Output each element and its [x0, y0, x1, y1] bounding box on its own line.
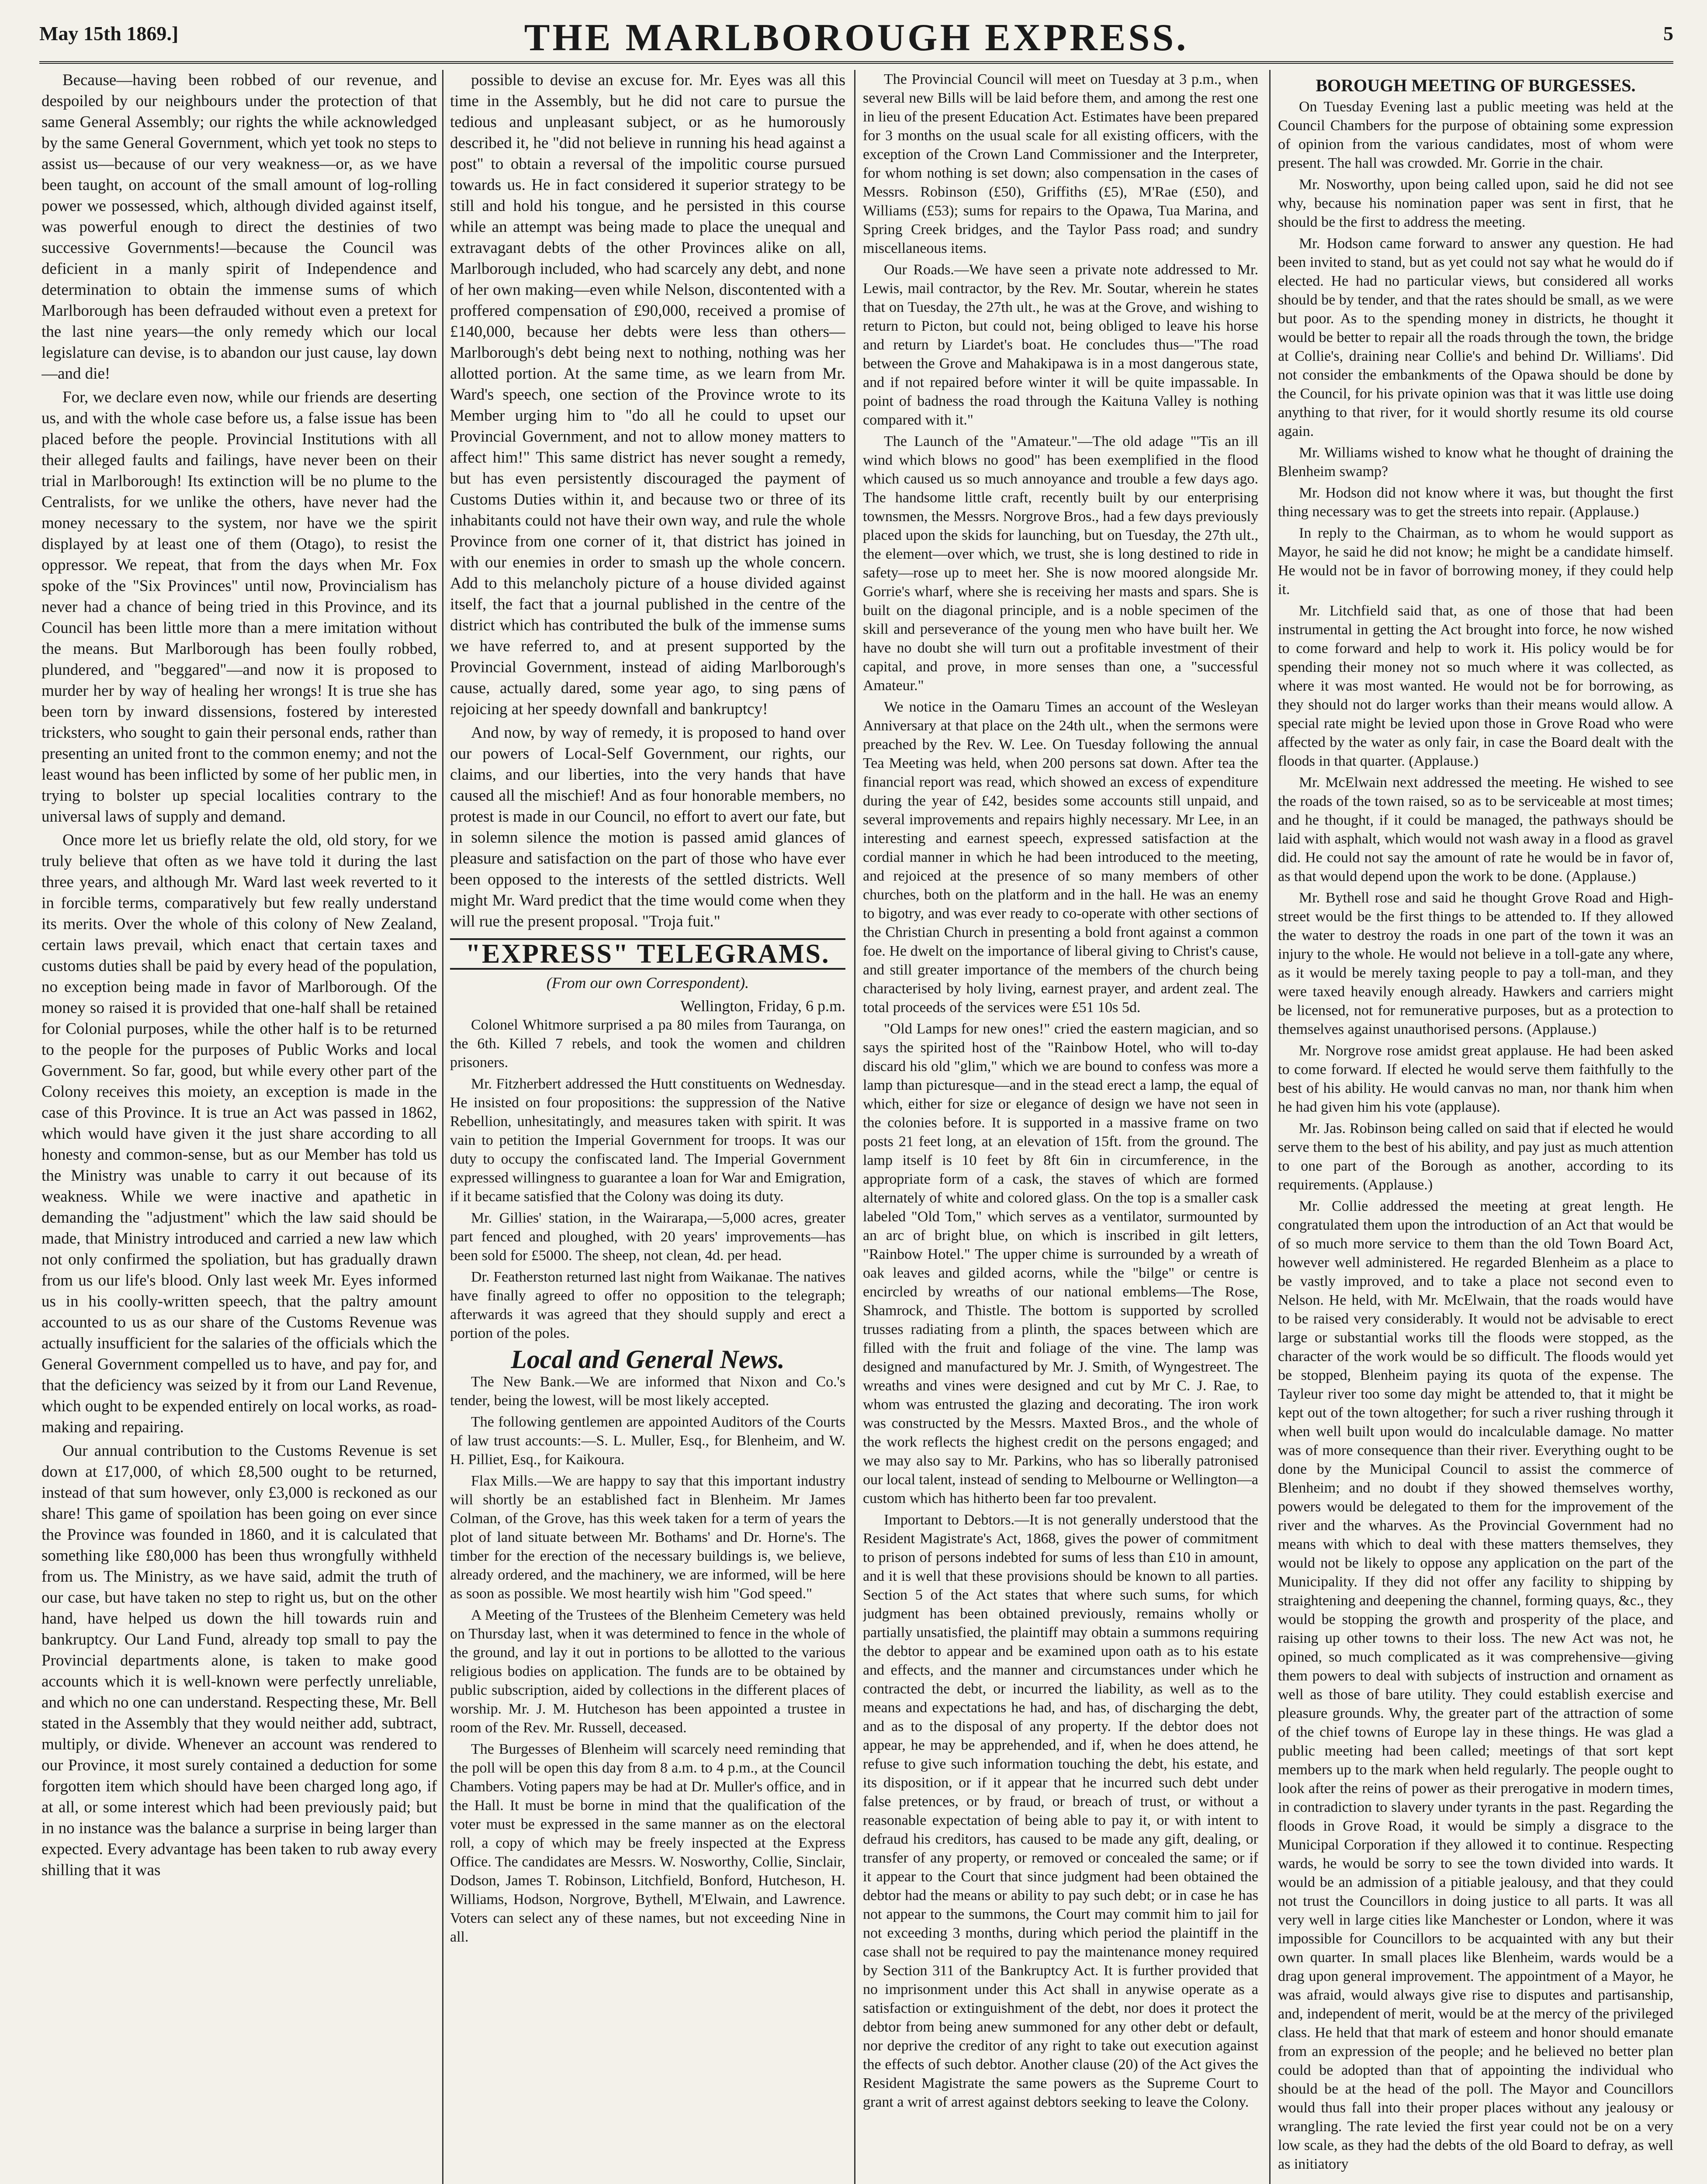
telegrams-heading: "EXPRESS" TELEGRAMS. — [450, 938, 845, 970]
column-rule — [854, 70, 855, 2184]
article-paragraph: Because—having been robbed of our revenue, and despoiled by our neighbours under the protection of that same General Assembly; our rights the while acknowledged by the same General Government, which yet took no steps to assist us—because of our very weakness—or, as we have been taught, on account of the small amount of log-rolling power we possessed, which, although divided against itself, was powerful enough to direct the destinies of two successive Governments!—because the Council was deficient in a manly spirit of Independence and determination to obtain the immense sums of which Marlborough has been defrauded without even a pretext for the last nine years—the only remedy which our local legislature can devise, is to abandon our just cause, lay down—and die! — [42, 71, 437, 383]
news-item: Flax Mills.—We are happy to say that this important industry will shortly be an established fact in Blenheim. Mr James Colman, of the Grove, has this week taken for a term of years the plot of land situate between Mr. Bothams' and Dr. Horne's. The timber for the erection of the necessary buildings is, we believe, already ordered, and the machinery, we are informed, will be here as soon as possible. We most heartily wish him "God speed." — [450, 1473, 845, 1602]
report-paragraph: Mr. Collie addressed the meeting at great length. He congratulated them upon the introduction of an Act that would be of so much more service to them than the old Town Board Act, however well administered. He regarded Blenheim as a place to be vastly improved, and to take a place not second even to Nelson. He held, with Mr. McElwain, that the roads would have to be raised very considerably. It would not be advisable to erect large or substantial works till the floods were stopped, as the character of the work would be so difficult. The floods would yet be stopped, Blenheim paying its quota of the expense. The Tayleur river too some day might be attended to, that it might be kept out of the town altogether; for such a river rushing through it when well built upon would do incalculable damage. No matter was of more consequence than their river. Everything ought to be done by the Municipal Council to assist the commerce of Blenheim; and no doubt if they showed themselves worthy, powers would be delegated to them for the improvement of the river and the wharves. As the Provincial Government had no means with which to deal with these matters themselves, they would not be likely to oppose any application on the part of the Municipality. If they did not offer any facility to shipping by straightening and deepening the channel, forming quays, &c., they would be stopping the growth and prosperity of the place, and raising up other towns to their loss. The new Act was not, he opined, so much complicated as it was comprehensive—giving them powers to deal with subjects of instruction and ornament as well as those of bare utility. They could establish exercise and pleasure grounds. Why, the greater part of the attraction of some of the chief towns of Europe lay in these things. He was glad a public meeting had been called; meetings of that sort kept members up to the mark when held regularly. The people ought to look after the reins of power as their prerogative in modern times, in contradiction to slavery under tyrants in the past. Regarding the floods in Grove Road, it would be simply a disgrace to the Municipal Corporation if they allowed it to continue. Respecting wards, he would be sorry to see the town divided into wards. It would be an admission of a pitiable jealousy, and that they could not trust the Councillors in doing justice to all parts. It was all very well in large cities like Manchester or London, where it was impossible for Councillors to be acquainted with any but their own quarter. In small places like Blenheim, wards would be a drag upon general improvement. The appointment of a Mayor, he was afraid, would always give rise to disputes and partisanship, and, independent of merit, would be at the mercy of the privileged class. He held that that mark of esteem and honor should emanate from an expression of the people; and he believed no better plan could be adopted than that of appointing the individual who should be at the head of the poll. The Mayor and Councillors would thus fall into their proper places without any jealousy or wrangling. The rate levied the first year could not be on a very low scale, as they had the debts of the old Board to defray, as well as initiatory — [1278, 1198, 1673, 2172]
news-item: The Launch of the "Amateur."—The old adage "'Tis an ill wind which blows no good" has been exemplified in the flood which caused us so much annoyance and trouble a few days ago. The handsome little craft, recently built by our enterprising townsmen, the Messrs. Norgrove Bros., had a few days previously placed upon the skids for launching, but on Tuesday, the 27th ult., the element—over which, we trust, she is long destined to ride in safety—rose up to meet her. She is now moored alongside Mr. Gorrie's wharf, where she is receiving her masts and spars. She is built on the diagonal principle, and is a noble specimen of the skill and perseverance of the young men who have built her. We have no doubt she will turn out a profitable investment of their capital, and prove, in more senses than one, a "successful Amateur." — [863, 433, 1258, 694]
news-item: The Burgesses of Blenheim will scarcely need reminding that the poll will be open this day from 8 a.m. to 4 p.m., at the Council Chambers. Voting papers may be had at Dr. Muller's office, and in the Hall. It must be borne in mind that the qualification of the voter must be expressed in the same manner as on the electoral roll, a copy of which may be freely inspected at the Express Office. The candidates are Messrs. W. Nosworthy, Collie, Sinclair, Dodson, James T. Robinson, Litchfield, Bonford, Hutcheson, H. Williams, Hodson, Norgrove, Bythell, M'Elwain, and Lawrence. Voters can select any of these names, but not exceeding Nine in all. — [450, 1741, 845, 1945]
news-item: We notice in the Oamaru Times an account of the Wesleyan Anniversary at that place on the 24th ult., when the sermons were preached by the Rev. W. Lee. On Tuesday following the annual Tea Meeting was held, when 200 persons sat down. After tea the financial report was read, which showed an excess of expenditure during the year of £42, besides some accounts still unpaid, and several improvements and repairs highly necessary. Mr Lee, in an interesting and earnest speech, expressed satisfaction at the cordial manner in which he had been introduced to the meeting, and rejoiced at the presence of so many members of other churches, both on the platform and in the hall. He was an enemy to bigotry, and was ever ready to co-operate with other sections of the Christian Church in presenting a bold front against a common foe. He dwelt on the importance of liberal giving to Christ's cause, and still greater importance of the members of the church being characterised by holy living, earnest prayer, and ardent zeal. The total proceeds of the services were £51 10s 5d. — [863, 699, 1258, 1016]
news-item: The New Bank.—We are informed that Nixon and Co.'s tender, being the lowest, will be most likely accepted. — [450, 1374, 845, 1409]
report-paragraph: On Tuesday Evening last a public meeting was held at the Council Chambers for the purpose of obtaining some expression of opinion from the various candidates, most of whom were present. The hall was crowded. Mr. Gorrie in the chair. — [1278, 99, 1673, 171]
news-item: The following gentlemen are appointed Auditors of the Courts of law trust accounts:—S. L. Muller, Esq., for Blenheim, and W. H. Pilliet, Esq., for Kaikoura. — [450, 1414, 845, 1468]
news-item: Our Roads.—We have seen a private note addressed to Mr. Lewis, mail contractor, by the Rev. Mr. Soutar, wherein he states that on Tuesday, the 27th ult., he was at the Grove, and wishing to return to Picton, but could not, being obliged to leave his horse and return by Liardet's boat. He concludes thus—"The road between the Grove and Mahakipawa is in a most dangerous state, and if not repaired before winter it will be quite impassable. In point of badness the road through the Kaituna Valley is nothing compared with it." — [863, 262, 1258, 428]
borough-meeting-heading: BOROUGH MEETING OF BURGESSES. — [1316, 76, 1636, 95]
telegrams-subheading: (From our own Correspondent). — [546, 974, 749, 992]
column-rule — [442, 70, 443, 2184]
telegram-item: Dr. Featherston returned last night from Waikanae. The natives have finally agreed to offer no opposition to the telegraph; afterwards it was agreed that they should supply and erect a portion of the poles. — [450, 1269, 845, 1341]
report-paragraph: Mr. Williams wished to know what he thought of draining the Blenheim swamp? — [1278, 445, 1673, 480]
telegram-item: Mr. Gillies' station, in the Wairarapa,—5,000 acres, greater part fenced and ploughed, with 20 years' improvements—has been sold for £5000. The sheep, not clean, 4d. per head. — [450, 1210, 845, 1264]
report-paragraph: In reply to the Chairman, as to whom he would support as Mayor, he said he did not know; he might be a candidate himself. He would not be in favor of borrowing money, if they could help it. — [1278, 525, 1673, 598]
column-1 — [42, 70, 437, 2184]
masthead — [39, 13, 1673, 64]
report-paragraph: Mr. Nosworthy, upon being called upon, said he did not see why, because his nomination paper was sent in first, that he should be the first to address the meeting. — [1278, 176, 1673, 230]
report-paragraph: Mr. McElwain next addressed the meeting. He wished to see the roads of the town raised, so as to be serviceable at most times; and he thought, if it could be managed, the pathways should be laid with asphalt, which would not wash away in a flood as gravel did. He could not say the amount of rate he would be in favor of, as that would depend upon the work to be done. (Applause.) — [1278, 774, 1673, 885]
local-news-heading: Local and General News. — [511, 1345, 785, 1374]
report-paragraph: Mr. Bythell rose and said he thought Grove Road and High-street would be the first things to be attended to. If they allowed the water to destroy the roads in one part of the town it was an injury to the whole. He would not believe in a toll-gate any where, as it would be merely taxing people to pay a toll-man, and they were taxed heavily enough already. Hawkers and carriers might be licensed, not for remunerative purposes, but as a protection to themselves against unauthorised persons. (Applause.) — [1278, 890, 1673, 1037]
newspaper-title: THE MARLBOROUGH EXPRESS. — [524, 17, 1189, 59]
report-paragraph: Mr. Hodson came forward to answer any question. He had been invited to stand, but as yet could not say what he would do if elected. He had no particular views, but considered all works should be by tender, and that the rates should be small, as we were but poor. As to the spending money in districts, he thought it would be better to repair all the roads through the town, the bridge at Collie's, draining near Collie's and behind Dr. Williams'. Did not consider the embankments of the Opawa should be done by the Council, for his private opinion was that it was little use doing anything to that river, for it would shortly resume its old course again. — [1278, 235, 1673, 439]
article-paragraph: For, we declare even now, while our friends are deserting us, and with the whole case before us, a false issue has been placed before the people. Provincial Institutions with all their alleged faults and failings, have never been on their trial in Marlborough! Its extinction will be no plume to the Centralists, for we unlike the others, have never had the money necessary to the system, nor have we the spirit displayed by at least one of them (Otago), to resist the oppressor. We repeat, that from the days when Mr. Fox spoke of the "Six Provinces" until now, Provincialism has never had a chance of being tried in this Province, and its Council has been little more than a mere imitation without the means. But Marlborough has been foully robbed, plundered, and "beggared"—and now it is proposed to murder her by way of healing her wrongs! It is true she has been torn by inward dissensions, fostered by interested tricksters, who sought to gain their personal ends, rather than presenting an united front to the common enemy; and not the least wound has been inflicted by some of her public men, in trying to bolster up special localities contrary to the universal laws of supply and demand. — [42, 388, 437, 826]
column-3 — [863, 70, 1258, 2184]
news-item: The Provincial Council will meet on Tuesday at 3 p.m., when several new Bills will be laid before them, and among the rest one in lieu of the present Education Act. Estimates have been prepared for 3 months on the usual scale for all existing officers, with the exception of the Crown Land Commissioner and the Interpreter, for whom nothing is set down; also compensation in the cases of Messrs. Robinson (£50), Griffiths (£5), M'Rae (£50), and Williams (£53); sums for repairs to the Opawa, Tua Marina, and Spring Creek bridges, and the Taylor Pass road; and sundry miscellaneous items. — [863, 71, 1258, 256]
news-item: Important to Debtors.—It is not generally understood that the Resident Magistrate's Act, 1868, gives the power of commitment to prison of persons indebted for sums of less than £10 in amount, and it is well that these provisions should be known to all parties. Section 5 of the Act states that where such sums, for which judgment has been obtained previously, remains wholly or partially unsatisfied, the plaintiff may obtain a summons requiring the debtor to appear and be examined upon oath as to his estate and effects, and the manner and circumstances under which he contracted the debt, or incurred the liability, as well as to the means and expectations he had, and has, of discharging the debt, and as to the disposal of any property. If the debtor does not appear, he may be apprehended, and if, when he does attend, he refuse to give such information touching the debt, his estate, and its disposition, or if it appear that he incurred such debt under false pretences, or by fraud, or breach of trust, or without a reasonable expectation of being able to pay it, or with intent to defraud his creditors, has caused to be made any gift, dealing, or transfer of any property, or removed or concealed the same; or if it appear to the Court that since judgment had been obtained the debtor had the means or ability to pay such debt; or in case he has not appear to the summons, the Court may commit him to jail for not exceeding 3 months, during which period the plaintiff in the case shall not be required to pay the maintenance money required by Section 311 of the Bankruptcy Act. It is further provided that no imprisonment under this Act shall in anywise operate as a satisfaction or extinguishment of the debt, nor does it protect the debtor from being anew summoned for any other debt or default, nor deprive the creditor of any right to take out execution against the effects of such debtor. Another clause (20) of the Act gives the Resident Magistrate the same powers as the Supreme Court to grant a writ of arrest against debtors seeking to leave the Colony. — [863, 1512, 1258, 2110]
article-paragraph: Our annual contribution to the Customs Revenue is set down at £17,000, of which £8,500 ought to be returned, instead of that sum however, only £3,000 is reckoned as our share! This game of spoilation has been going on ever since the Province was founded in 1860, and it is calculated that something like £80,000 has been thus wrongfully withheld from us. The Ministry, as we have said, admit the truth of our case, but have taken no step to right us, but on the other hand, have helped us down the hill towards ruin and bankruptcy. Our Land Fund, already top small to pay the Provincial departments alone, is taken to make good accounts which it is well-known were perfectly unreliable, and which no one can understand. Respecting these, Mr. Bell stated in the Assembly that they would neither add, subtract, multiply, or divide. Whenever an account was rendered to our Province, it most surely contained a deduction for some forgotten item which should have been charged long ago, if at all, or some interest which had been previously paid; but in no instance was the balance a surprise in being larger than expected. Every advantage has been taken to rub away every shilling that it was — [42, 1442, 437, 1879]
report-paragraph: Mr. Litchfield said that, as one of those that had been instrumental in getting the Act brought into force, he now wished to come forward and help to work it. His policy would be for spending their money not so much where it was collected, as where it was most wanted. He would not be for borrowing, as they should not do larger works than their means would allow. A special rate might be levied upon those in Grove Road who were affected by the water as only fair, in case the Board dealt with the floods in that quarter. (Applause.) — [1278, 603, 1673, 769]
article-paragraph: And now, by way of remedy, it is proposed to hand over our powers of Local-Self Government, our rights, our claims, and our liberties, into the very hands that have caused all the mischief! And as four honorable members, no protest is made in our Council, no effort to avert our fate, but in solemn silence the motion is passed amid glances of pleasure and satisfaction on the part of those who have ever been opposed to the interests of the settled districts. Well might Mr. Ward predict that the time would come when they will rue the present proposal. "Troja fuit." — [450, 724, 845, 930]
article-paragraph: Once more let us briefly relate the old, old story, for we truly believe that often as we have told it during the last three years, and although Mr. Ward last week reverted to it in forcible terms, comparatively but few really understand its merits. Over the whole of this colony of New Zealand, certain laws prevail, which enact that certain taxes and customs duties shall be paid by every head of the population, no exception being made in favor of Marlborough. Of the money so raised it is provided that one-half shall be retained for Colonial purposes, while the other half is to be returned to the people for the purposes of Public Works and local Government. So far, good, but while every other part of the Colony receives this moiety, an exception is made in the case of this Province. It is true an Act was passed in 1862, which would have given it the just share according to all honesty and common-sense, but as our Member has told us the Ministry was unable to carry it out because of its weakness. While we were inactive and apathetic in demanding the "adjustment" which the law said should be made, that Ministry introduced and carried a new law which not only confirmed the spoliation, but has gradually drawn from us our life's blood. Only last week Mr. Eyes informed us in his coolly-written speech, that the paltry amount accounted to us as our share of the Customs Revenue was actually insufficient for the salaries of the officials which the General Government compelled us to have, and pay for, and that the deficiency was seized by it from our Land Revenue, which ought to be expended entirely on local works, as road-making and repairing. — [42, 831, 437, 1436]
column-rule — [1269, 70, 1271, 2184]
news-item: A Meeting of the Trustees of the Blenheim Cemetery was held on Thursday last, when it was determined to fence in the whole of the ground, and lay it out in portions to be allotted to the various religious bodies on application. The funds are to be obtained by public subscription, aided by collections in the different places of worship. Mr. J. M. Hutcheson has been appointed a trustee in room of the Rev. Mr. Russell, deceased. — [450, 1607, 845, 1736]
issue-date: May 15th 1869.] — [39, 22, 179, 45]
page-number: 5 — [1663, 22, 1673, 45]
report-paragraph: Mr. Hodson did not know where it was, but thought the first thing necessary was to get the streets into repair. (Applause.) — [1278, 485, 1673, 520]
telegram-item: Mr. Fitzherbert addressed the Hutt constituents on Wednesday. He insisted on four propositions: the suppression of the Native Rebellion, unhesitatingly, and measures taken with spirit. It was vain to petition the Imperial Government for troops. It was our duty to occupy the confiscated land. The Imperial Government expressed willingness to guarantee a loan for War and Emigration, if it became satisfied that the Colony was doing its duty. — [450, 1076, 845, 1205]
news-item: "Old Lamps for new ones!" cried the eastern magician, and so says the spirited host of the "Rainbow Hotel, who will to-day discard his old "glim," which we are bound to confess was more a lamp than picturesque—and in the stead erect a lamp, the equal of which, either for size or elegance of design we have not seen in the colonies before. It is supported in a massive frame on two posts 21 feet long, at an elevation of 15ft. from the ground. The lamp itself is 10 feet by 8ft 6in in circumference, in the appropriate form of a cask, the staves of which are formed alternately of white and colored glass. On the top is a smaller cask labeled "Old Tom," which serves as a ventilator, surmounted by an arc of bright blue, on which is inscribed in gilt letters, "Rainbow Hotel." The upper chime is surrounded by a wreath of oak leaves and gilded acorns, while the "bilge" or centre is encircled by wreaths of our national emblems—The Rose, Shamrock, and Thistle. The bottom is supported by scrolled trusses radiating from a plinth, the spaces between which are filled with the fruit and foliage of the vine. The lamp was designed and manufactured by Mr. J. Smith, of Wyngestreet. The wreaths and vines were designed and cut by Mr C. J. Rae, to whom was entrusted the glazing and decorating. The iron work was constructed by the Messrs. Maxted Bros., and the whole of the work reflects the highest credit on the persons engaged; and we may also say to Mr. Parkins, who has so liberally patronised our local talent, instead of sending to Melbourne or Wellington—a custom which has hitherto been far too prevalent. — [863, 1021, 1258, 1507]
report-paragraph: Mr. Jas. Robinson being called on said that if elected he would serve them to the best of his ability, and pay just as much attention to one part of the Borough as another, according to its requirements. (Applause.) — [1278, 1120, 1673, 1193]
column-2 — [450, 70, 845, 2184]
report-paragraph: Mr. Norgrove rose amidst great applause. He had been asked to come forward. If elected he would serve them faithfully to the best of his ability. He would canvas no man, nor thank him when he had given him his vote (applause). — [1278, 1043, 1673, 1115]
column-4 — [1278, 70, 1673, 2184]
telegrams-dateline: Wellington, Friday, 6 p.m. — [680, 997, 845, 1015]
telegram-item: Colonel Whitmore surprised a pa 80 miles from Tauranga, on the 6th. Killed 7 rebels, and took the women and children prisoners. — [450, 1017, 845, 1071]
article-paragraph: possible to devise an excuse for. Mr. Eyes was all this time in the Assembly, but he did not care to pursue the tedious and unpleasant subject, or as he humorously described it, he "did not believe in running his head against a post" to obtain a reversal of the impolitic course pursued towards us. He in fact considered it superior strategy to be still and hold his tongue, and he persisted in this course while an attempt was being made to place the unequal and extravagant debts of the other Provinces alike on all, Marlborough included, who had scarcely any debt, and none of her own making—even while Nelson, discontented with a proffered compensation of £90,000, received a promise of £140,000, because her debts were less than others—Marlborough's debt being next to nothing, nothing was her allotted portion. At the same time, as we learn from Mr. Ward's speech, one section of the Province wrote to its Member urging him to "do all he could to upset our Provincial Government, and not to allow money matters to affect him!" This same district has never sought a remedy, but has even persistently discouraged the payment of Customs Duties within it, and because two or three of its inhabitants could not have their own way, and rule the whole Province from one corner of it, that district has joined in with our enemies in order to smash up the whole concern. Add to this melancholy picture of a house divided against itself, the fact that a journal published in the centre of the district which has contributed the bulk of the immense sums we have referred to, and at present supported by the Provincial Government, instead of aiding Marlborough's cause, actually dared, some year ago, to sing pæns of rejoicing at her speedy downfall and bankruptcy! — [450, 71, 845, 718]
